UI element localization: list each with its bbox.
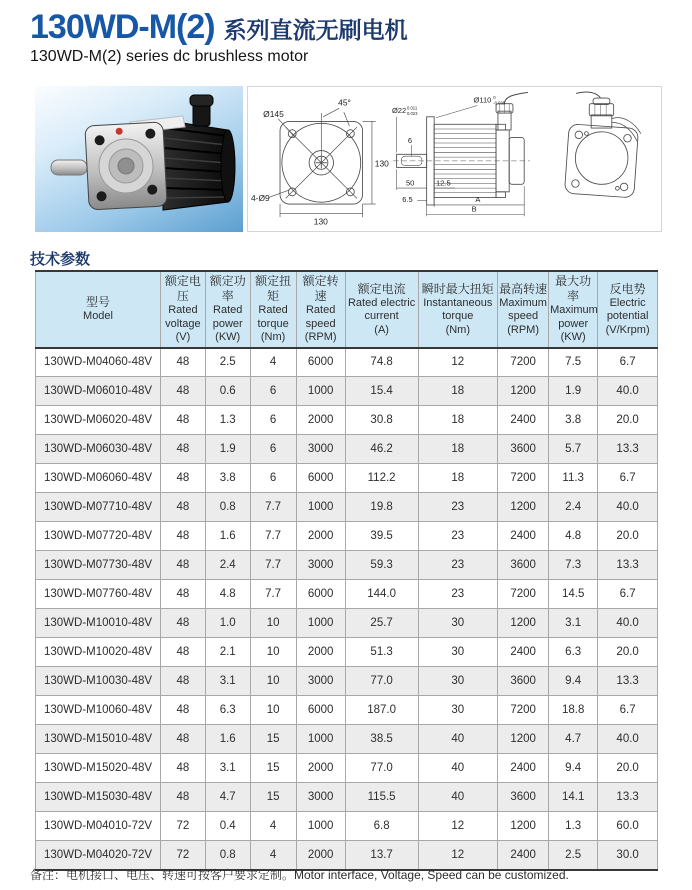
header-cell: 额定功率 Rated power (KW)	[205, 271, 250, 348]
value-cell: 1000	[296, 812, 345, 841]
dim-12-5: 12.5	[435, 178, 451, 188]
value-cell: 7200	[498, 580, 549, 609]
header-cell: 额定电流 Rated electric current (A)	[345, 271, 418, 348]
value-cell: 40.0	[598, 493, 658, 522]
value-cell: 6000	[296, 464, 345, 493]
model-cell: 130WD-M06010-48V	[36, 377, 161, 406]
dim-pilot-tol-top: 0	[492, 94, 496, 100]
value-cell: 3600	[498, 435, 549, 464]
value-cell: 48	[161, 377, 206, 406]
value-cell: 13.3	[598, 783, 658, 812]
value-cell: 40	[418, 783, 498, 812]
front-view-drawing	[250, 86, 391, 232]
motor-photo-illustration	[35, 86, 243, 232]
value-cell: 1200	[498, 609, 549, 638]
value-cell: 1.6	[205, 725, 250, 754]
value-cell: 2.5	[205, 348, 250, 377]
value-cell: 7200	[498, 696, 549, 725]
table-row	[36, 377, 658, 406]
value-cell: 13.3	[598, 435, 658, 464]
table-row	[36, 609, 658, 638]
value-cell: 0.8	[205, 841, 250, 870]
header-cell: 型号 Model	[36, 271, 161, 348]
value-cell: 2400	[498, 638, 549, 667]
value-cell: 72	[161, 812, 206, 841]
figures-row	[35, 86, 662, 232]
table-row	[36, 754, 658, 783]
dim-dia145: Ø145	[263, 108, 284, 119]
value-cell: 59.3	[345, 551, 418, 580]
value-cell: 77.0	[345, 754, 418, 783]
value-cell: 13.7	[345, 841, 418, 870]
value-cell: 1200	[498, 493, 549, 522]
value-cell: 48	[161, 493, 206, 522]
value-cell: 15	[250, 783, 296, 812]
value-cell: 6.7	[598, 464, 658, 493]
value-cell: 3.1	[205, 667, 250, 696]
value-cell: 14.5	[549, 580, 598, 609]
value-cell: 40	[418, 725, 498, 754]
value-cell: 6.3	[549, 638, 598, 667]
value-cell: 5.7	[549, 435, 598, 464]
value-cell: 2000	[296, 841, 345, 870]
value-cell: 0.8	[205, 493, 250, 522]
model-cell: 130WD-M07710-48V	[36, 493, 161, 522]
value-cell: 1.9	[205, 435, 250, 464]
model-cell: 130WD-M06020-48V	[36, 406, 161, 435]
footnote: 备注：电机接口、电压、转速可按客户要求定制。Motor interface, Voltage, Speed can be customized.	[30, 868, 569, 882]
value-cell: 6000	[296, 580, 345, 609]
table-row	[36, 812, 658, 841]
dim-pilot-dia: Ø110	[473, 95, 492, 105]
motor-photo	[35, 86, 243, 232]
cable-line	[576, 92, 600, 98]
value-cell: 7200	[498, 464, 549, 493]
value-cell: 3000	[296, 783, 345, 812]
value-cell: 13.3	[598, 551, 658, 580]
value-cell: 3000	[296, 667, 345, 696]
table-row	[36, 638, 658, 667]
motor-shaft	[51, 160, 87, 175]
value-cell: 4.7	[549, 725, 598, 754]
model-cell: 130WD-M10060-48V	[36, 696, 161, 725]
value-cell: 6.3	[205, 696, 250, 725]
value-cell: 1.3	[549, 812, 598, 841]
header-cell: 额定扭矩 Rated torque (Nm)	[250, 271, 296, 348]
value-cell: 4.8	[549, 522, 598, 551]
value-cell: 12	[418, 841, 498, 870]
table-row	[36, 348, 658, 377]
value-cell: 77.0	[345, 667, 418, 696]
page-title-cn: 系列直流无刷电机	[223, 17, 408, 43]
page-title-model: 130WD-M(2)	[30, 8, 215, 46]
model-cell: 130WD-M10030-48V	[36, 667, 161, 696]
dim-shaft-tol-top: 0.011	[406, 105, 417, 111]
value-cell: 7200	[498, 348, 549, 377]
dim-height130: 130	[374, 158, 389, 169]
value-cell: 2.4	[549, 493, 598, 522]
value-cell: 40.0	[598, 609, 658, 638]
value-cell: 1.6	[205, 522, 250, 551]
value-cell: 2400	[498, 522, 549, 551]
value-cell: 48	[161, 783, 206, 812]
value-cell: 3600	[498, 667, 549, 696]
value-cell: 2000	[296, 522, 345, 551]
value-cell: 7.7	[250, 493, 296, 522]
value-cell: 1.3	[205, 406, 250, 435]
value-cell: 19.8	[345, 493, 418, 522]
value-cell: 48	[161, 667, 206, 696]
value-cell: 48	[161, 754, 206, 783]
value-cell: 3000	[296, 435, 345, 464]
value-cell: 1000	[296, 493, 345, 522]
value-cell: 20.0	[598, 522, 658, 551]
dim-shaft-dia: Ø22	[391, 106, 406, 116]
value-cell: 13.3	[598, 667, 658, 696]
model-cell: 130WD-M07760-48V	[36, 580, 161, 609]
value-cell: 10	[250, 609, 296, 638]
model-cell: 130WD-M07720-48V	[36, 522, 161, 551]
value-cell: 6	[250, 435, 296, 464]
model-cell: 130WD-M06060-48V	[36, 464, 161, 493]
value-cell: 2.1	[205, 638, 250, 667]
table-row	[36, 406, 658, 435]
value-cell: 1200	[498, 725, 549, 754]
value-cell: 40.0	[598, 377, 658, 406]
model-cell: 130WD-M10010-48V	[36, 609, 161, 638]
value-cell: 1000	[296, 725, 345, 754]
value-cell: 51.3	[345, 638, 418, 667]
table-row	[36, 522, 658, 551]
value-cell: 6.7	[598, 696, 658, 725]
model-cell: 130WD-M04060-48V	[36, 348, 161, 377]
spec-table	[35, 270, 658, 871]
value-cell: 48	[161, 580, 206, 609]
dim-holes: 4-Ø9	[250, 193, 270, 204]
value-cell: 2000	[296, 406, 345, 435]
value-cell: 12	[418, 348, 498, 377]
model-cell: 130WD-M04010-72V	[36, 812, 161, 841]
dim-6-5: 6.5	[401, 195, 413, 205]
value-cell: 48	[161, 406, 206, 435]
section-heading: 技术参数	[30, 251, 91, 268]
value-cell: 2.5	[549, 841, 598, 870]
value-cell: 6.8	[345, 812, 418, 841]
dim-b: B	[471, 204, 477, 214]
value-cell: 4	[250, 348, 296, 377]
dim-angle45: 45°	[338, 97, 351, 108]
value-cell: 30.8	[345, 406, 418, 435]
value-cell: 6	[250, 406, 296, 435]
value-cell: 18	[418, 377, 498, 406]
dim-pilot-tol-bottom: -0.035	[492, 100, 505, 106]
value-cell: 48	[161, 551, 206, 580]
value-cell: 1000	[296, 609, 345, 638]
model-cell: 130WD-M15010-48V	[36, 725, 161, 754]
value-cell: 74.8	[345, 348, 418, 377]
value-cell: 48	[161, 464, 206, 493]
model-cell: 130WD-M15030-48V	[36, 783, 161, 812]
value-cell: 2000	[296, 754, 345, 783]
value-cell: 2.4	[205, 551, 250, 580]
value-cell: 15	[250, 754, 296, 783]
value-cell: 40	[418, 754, 498, 783]
table-row	[36, 551, 658, 580]
page-subtitle: 130WD-M(2) series dc brushless motor	[30, 48, 309, 65]
value-cell: 115.5	[345, 783, 418, 812]
header-cell: 额定电压 Rated voltage (V)	[161, 271, 206, 348]
header-cell: 额定转速 Rated speed (RPM)	[296, 271, 345, 348]
table-row	[36, 667, 658, 696]
value-cell: 30	[418, 638, 498, 667]
value-cell: 48	[161, 348, 206, 377]
header-cell: 最高转速 Maximum speed (RPM)	[498, 271, 549, 348]
value-cell: 46.2	[345, 435, 418, 464]
value-cell: 48	[161, 725, 206, 754]
value-cell: 1.0	[205, 609, 250, 638]
value-cell: 6000	[296, 348, 345, 377]
value-cell: 3600	[498, 783, 549, 812]
value-cell: 20.0	[598, 638, 658, 667]
header-cell: 反电势 Electric potential (V/Krpm)	[598, 271, 658, 348]
dim-50: 50	[405, 178, 415, 188]
dim-key-width: 6	[407, 136, 412, 146]
value-cell: 4.7	[205, 783, 250, 812]
value-cell: 1.9	[549, 377, 598, 406]
header-cell: 最大功率 Maximum power (KW)	[549, 271, 598, 348]
value-cell: 6.7	[598, 580, 658, 609]
table-row	[36, 696, 658, 725]
value-cell: 3.1	[549, 609, 598, 638]
value-cell: 4	[250, 841, 296, 870]
value-cell: 2000	[296, 638, 345, 667]
value-cell: 187.0	[345, 696, 418, 725]
value-cell: 2400	[498, 841, 549, 870]
value-cell: 30	[418, 667, 498, 696]
value-cell: 38.5	[345, 725, 418, 754]
value-cell: 144.0	[345, 580, 418, 609]
value-cell: 4.8	[205, 580, 250, 609]
value-cell: 25.7	[345, 609, 418, 638]
value-cell: 14.1	[549, 783, 598, 812]
value-cell: 18	[418, 406, 498, 435]
value-cell: 15.4	[345, 377, 418, 406]
rear-view-drawing	[548, 86, 659, 232]
value-cell: 0.6	[205, 377, 250, 406]
value-cell: 3600	[498, 551, 549, 580]
value-cell: 3.1	[205, 754, 250, 783]
value-cell: 23	[418, 580, 498, 609]
table-row	[36, 464, 658, 493]
value-cell: 10	[250, 667, 296, 696]
value-cell: 1200	[498, 377, 549, 406]
table-row	[36, 725, 658, 754]
value-cell: 40.0	[598, 725, 658, 754]
model-cell: 130WD-M07730-48V	[36, 551, 161, 580]
value-cell: 39.5	[345, 522, 418, 551]
value-cell: 20.0	[598, 754, 658, 783]
technical-drawings	[247, 86, 662, 232]
value-cell: 18	[418, 464, 498, 493]
value-cell: 6000	[296, 696, 345, 725]
value-cell: 23	[418, 493, 498, 522]
value-cell: 3000	[296, 551, 345, 580]
value-cell: 48	[161, 696, 206, 725]
value-cell: 23	[418, 551, 498, 580]
model-cell: 130WD-M10020-48V	[36, 638, 161, 667]
value-cell: 48	[161, 609, 206, 638]
value-cell: 6.7	[598, 348, 658, 377]
value-cell: 1000	[296, 377, 345, 406]
table-row	[36, 493, 658, 522]
model-cell: 130WD-M15020-48V	[36, 754, 161, 783]
value-cell: 3.8	[549, 406, 598, 435]
model-cell: 130WD-M06030-48V	[36, 435, 161, 464]
value-cell: 7.7	[250, 551, 296, 580]
value-cell: 15	[250, 725, 296, 754]
value-cell: 2400	[498, 406, 549, 435]
value-cell: 48	[161, 435, 206, 464]
dim-a: A	[475, 195, 481, 205]
value-cell: 10	[250, 638, 296, 667]
value-cell: 48	[161, 638, 206, 667]
dim-width130: 130	[313, 216, 328, 227]
table-row	[36, 783, 658, 812]
value-cell: 1200	[498, 812, 549, 841]
value-cell: 48	[161, 522, 206, 551]
value-cell: 12	[418, 812, 498, 841]
value-cell: 11.3	[549, 464, 598, 493]
value-cell: 3.8	[205, 464, 250, 493]
value-cell: 7.3	[549, 551, 598, 580]
value-cell: 9.4	[549, 667, 598, 696]
dim-shaft-tol-bottom: 0.023	[406, 110, 418, 116]
model-cell: 130WD-M04020-72V	[36, 841, 161, 870]
value-cell: 18.8	[549, 696, 598, 725]
value-cell: 18	[418, 435, 498, 464]
value-cell: 20.0	[598, 406, 658, 435]
value-cell: 6	[250, 464, 296, 493]
value-cell: 30.0	[598, 841, 658, 870]
value-cell: 7.7	[250, 522, 296, 551]
table-row	[36, 435, 658, 464]
value-cell: 112.2	[345, 464, 418, 493]
motor-flange	[85, 122, 167, 210]
page-header	[0, 0, 692, 66]
value-cell: 2400	[498, 754, 549, 783]
value-cell: 10	[250, 696, 296, 725]
side-view-drawing	[391, 86, 549, 232]
value-cell: 0.4	[205, 812, 250, 841]
value-cell: 30	[418, 696, 498, 725]
value-cell: 30	[418, 609, 498, 638]
table-body	[36, 348, 658, 870]
value-cell: 72	[161, 841, 206, 870]
value-cell: 4	[250, 812, 296, 841]
table-row	[36, 580, 658, 609]
value-cell: 60.0	[598, 812, 658, 841]
value-cell: 23	[418, 522, 498, 551]
table-header-row	[36, 271, 658, 348]
value-cell: 7.7	[250, 580, 296, 609]
value-cell: 9.4	[549, 754, 598, 783]
value-cell: 6	[250, 377, 296, 406]
header-cell: 瞬时最大扭矩 Instantaneous torque (Nm)	[418, 271, 498, 348]
value-cell: 7.5	[549, 348, 598, 377]
